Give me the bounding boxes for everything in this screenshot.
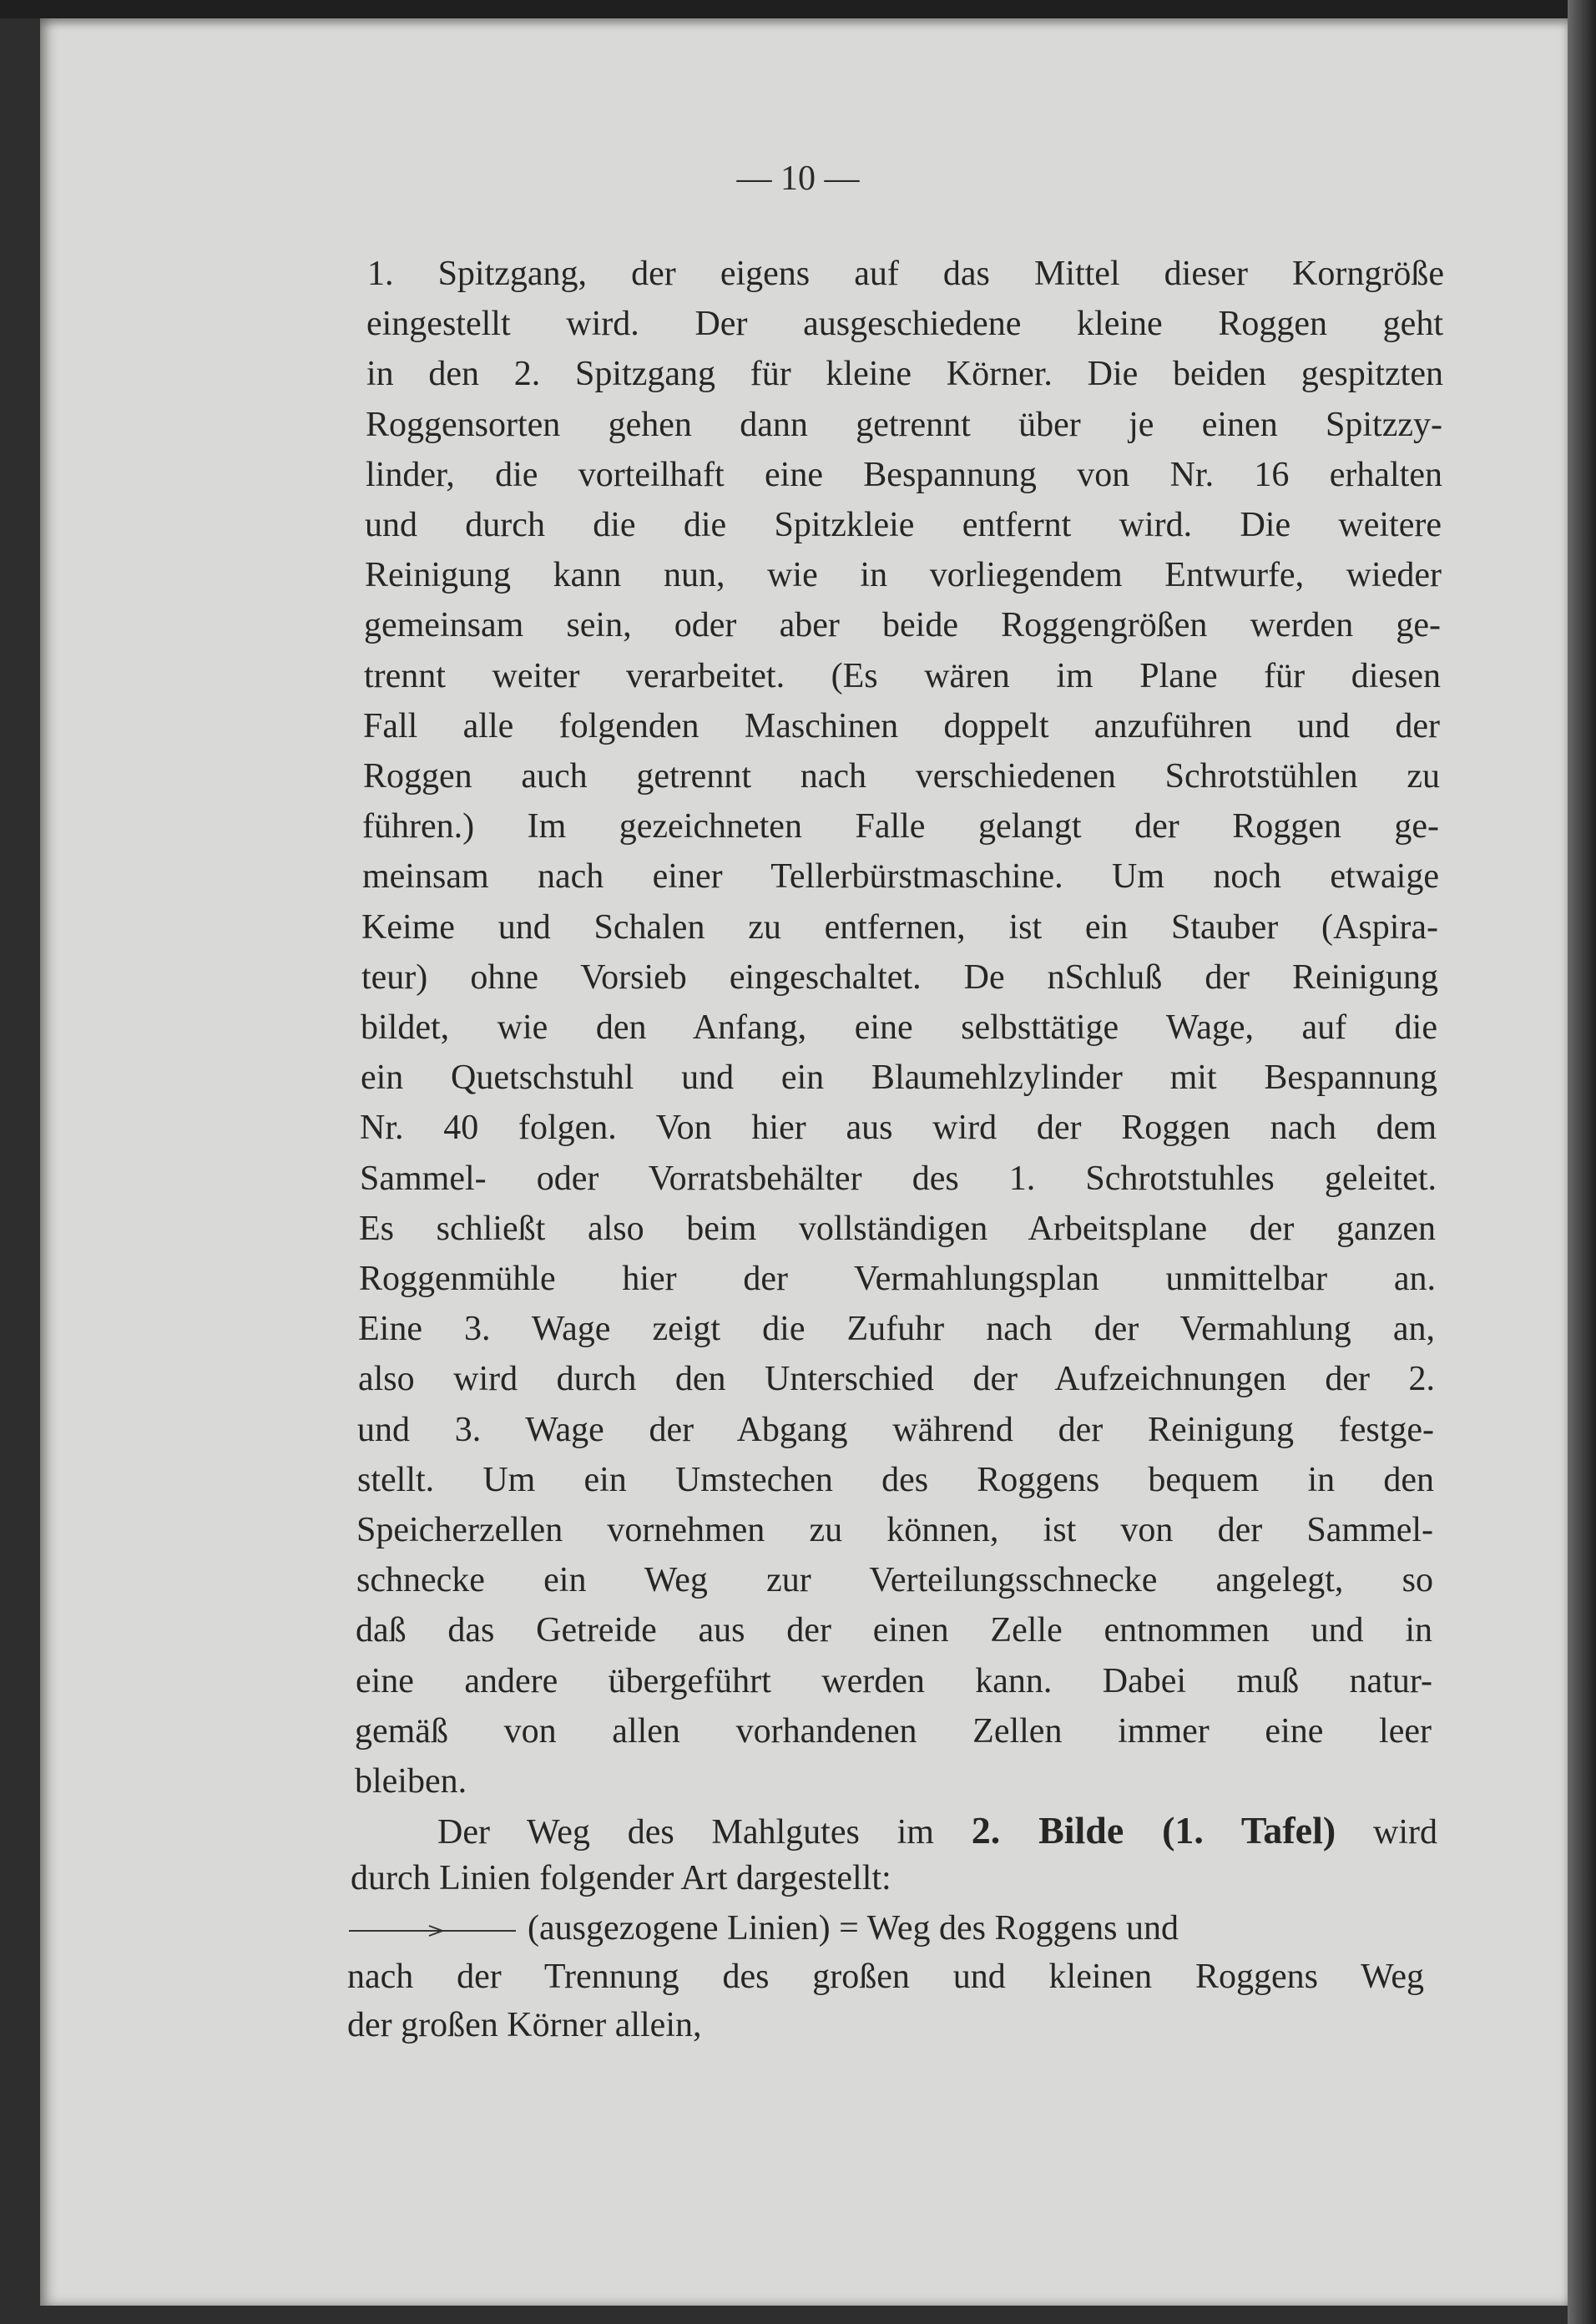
text-line: daß das Getreide aus der einen Zelle entnommen und in — [356, 1611, 1432, 1650]
text-line: stellt. Um ein Umstechen des Roggens bequem in den — [357, 1460, 1434, 1499]
text-line: trennt weiter verarbeitet. (Es wären im Plane für diesen — [364, 656, 1441, 695]
legend-description: (ausgezogene Linien) = Weg des Roggens und — [528, 1909, 1179, 1948]
text-line: also wird durch den Unterschied der Aufzeichnungen der 2. — [358, 1360, 1435, 1399]
legend-line — [349, 1905, 1426, 1952]
text-line: Sammel- oder Vorratsbehälter des 1. Schrotstuhles geleitet. — [360, 1159, 1437, 1198]
text-line: Nr. 40 folgen. Von hier aus wird der Roggen nach dem — [360, 1109, 1437, 1148]
text-line: linder, die vorteilhaft eine Bespannung von Nr. 16 erhalten — [366, 455, 1442, 494]
text-line: eine andere übergeführt werden kann. Dabei muß natur- — [356, 1661, 1432, 1700]
text-line: Fall alle folgenden Maschinen doppelt anzuführen und der — [363, 706, 1440, 745]
text-line: und durch die die Spitzkleie entfernt wird. Die weitere — [365, 506, 1442, 544]
text-line: 1. Spitzgang, der eigens auf das Mittel dieser Korngröße — [367, 255, 1444, 293]
text-line: Keime und Schalen zu entfernen, ist ein Stauber (Aspira- — [361, 907, 1438, 947]
text-run: Der Weg des Mahlgutes im — [437, 1813, 972, 1852]
text-line: teur) ohne Vorsieb eingeschaltet. De nSchluß der Reinigung — [361, 957, 1438, 997]
text-line: eingestellt wird. Der ausgeschiedene kleine Roggen geht — [366, 305, 1443, 344]
text-run: wird — [1336, 1813, 1437, 1852]
text-line: in den 2. Spitzgang für kleine Körner. Die beiden gespitzten — [366, 355, 1443, 394]
paragraph-2-line-1 — [361, 1807, 1437, 1856]
paragraph-2-line-5: der großen Körner allein, — [347, 2006, 702, 2044]
text-line: schnecke ein Weg zur Verteilungsschnecke angelegt, so — [356, 1561, 1433, 1600]
text-line: gemäß von allen vorhandenen Zellen immer eine leer — [355, 1711, 1432, 1751]
figure-reference: 2. Bilde (1. Tafel) — [971, 1809, 1336, 1852]
paragraph-2-line-2: durch Linien folgender Art dargestellt: — [351, 1859, 891, 1897]
solid-arrow-line-icon — [349, 1922, 516, 1939]
text-line: Roggen auch getrennt nach verschiedenen Schrotstühlen zu — [363, 757, 1440, 796]
text-line: ein Quetschstuhl und ein Blaumehlzylinder mit Bespannung — [361, 1058, 1437, 1098]
text-line: und 3. Wage der Abgang während der Reinigung festge- — [357, 1410, 1434, 1449]
text-line: meinsam nach einer Tellerbürstmaschine. Um noch etwaige — [362, 857, 1439, 897]
text-line: Speicherzellen vornehmen zu können, ist von der Sammel- — [356, 1511, 1433, 1549]
text-line: Roggenmühle hier der Vermahlungsplan unmittelbar an. — [359, 1260, 1436, 1298]
text-line: Roggensorten gehen dann getrennt über je einen Spitzzy- — [366, 405, 1442, 444]
text-line: Es schließt also beim vollständigen Arbeitsplane der ganzen — [359, 1209, 1436, 1248]
scan-top-edge — [0, 0, 1596, 18]
scan-right-edge — [1568, 0, 1596, 2324]
text-line: bleiben. — [355, 1762, 467, 1801]
text-line: gemeinsam sein, oder aber beide Roggengrößen werden ge- — [364, 606, 1441, 645]
text-line: bildet, wie den Anfang, eine selbsttätige Wage, auf die — [361, 1008, 1437, 1047]
page-number: — 10 — — [736, 159, 860, 198]
paragraph-2-line-4: nach der Trennung des großen und kleinen Roggens Weg — [347, 1958, 1424, 1996]
text-line: Reinigung kann nun, wie in vorliegendem Entwurfe, wieder — [365, 556, 1442, 595]
text-line: führen.) Im gezeichneten Falle gelangt der Roggen ge- — [362, 807, 1439, 846]
text-line: Eine 3. Wage zeigt die Zufuhr nach der Vermahlung an, — [358, 1310, 1435, 1349]
